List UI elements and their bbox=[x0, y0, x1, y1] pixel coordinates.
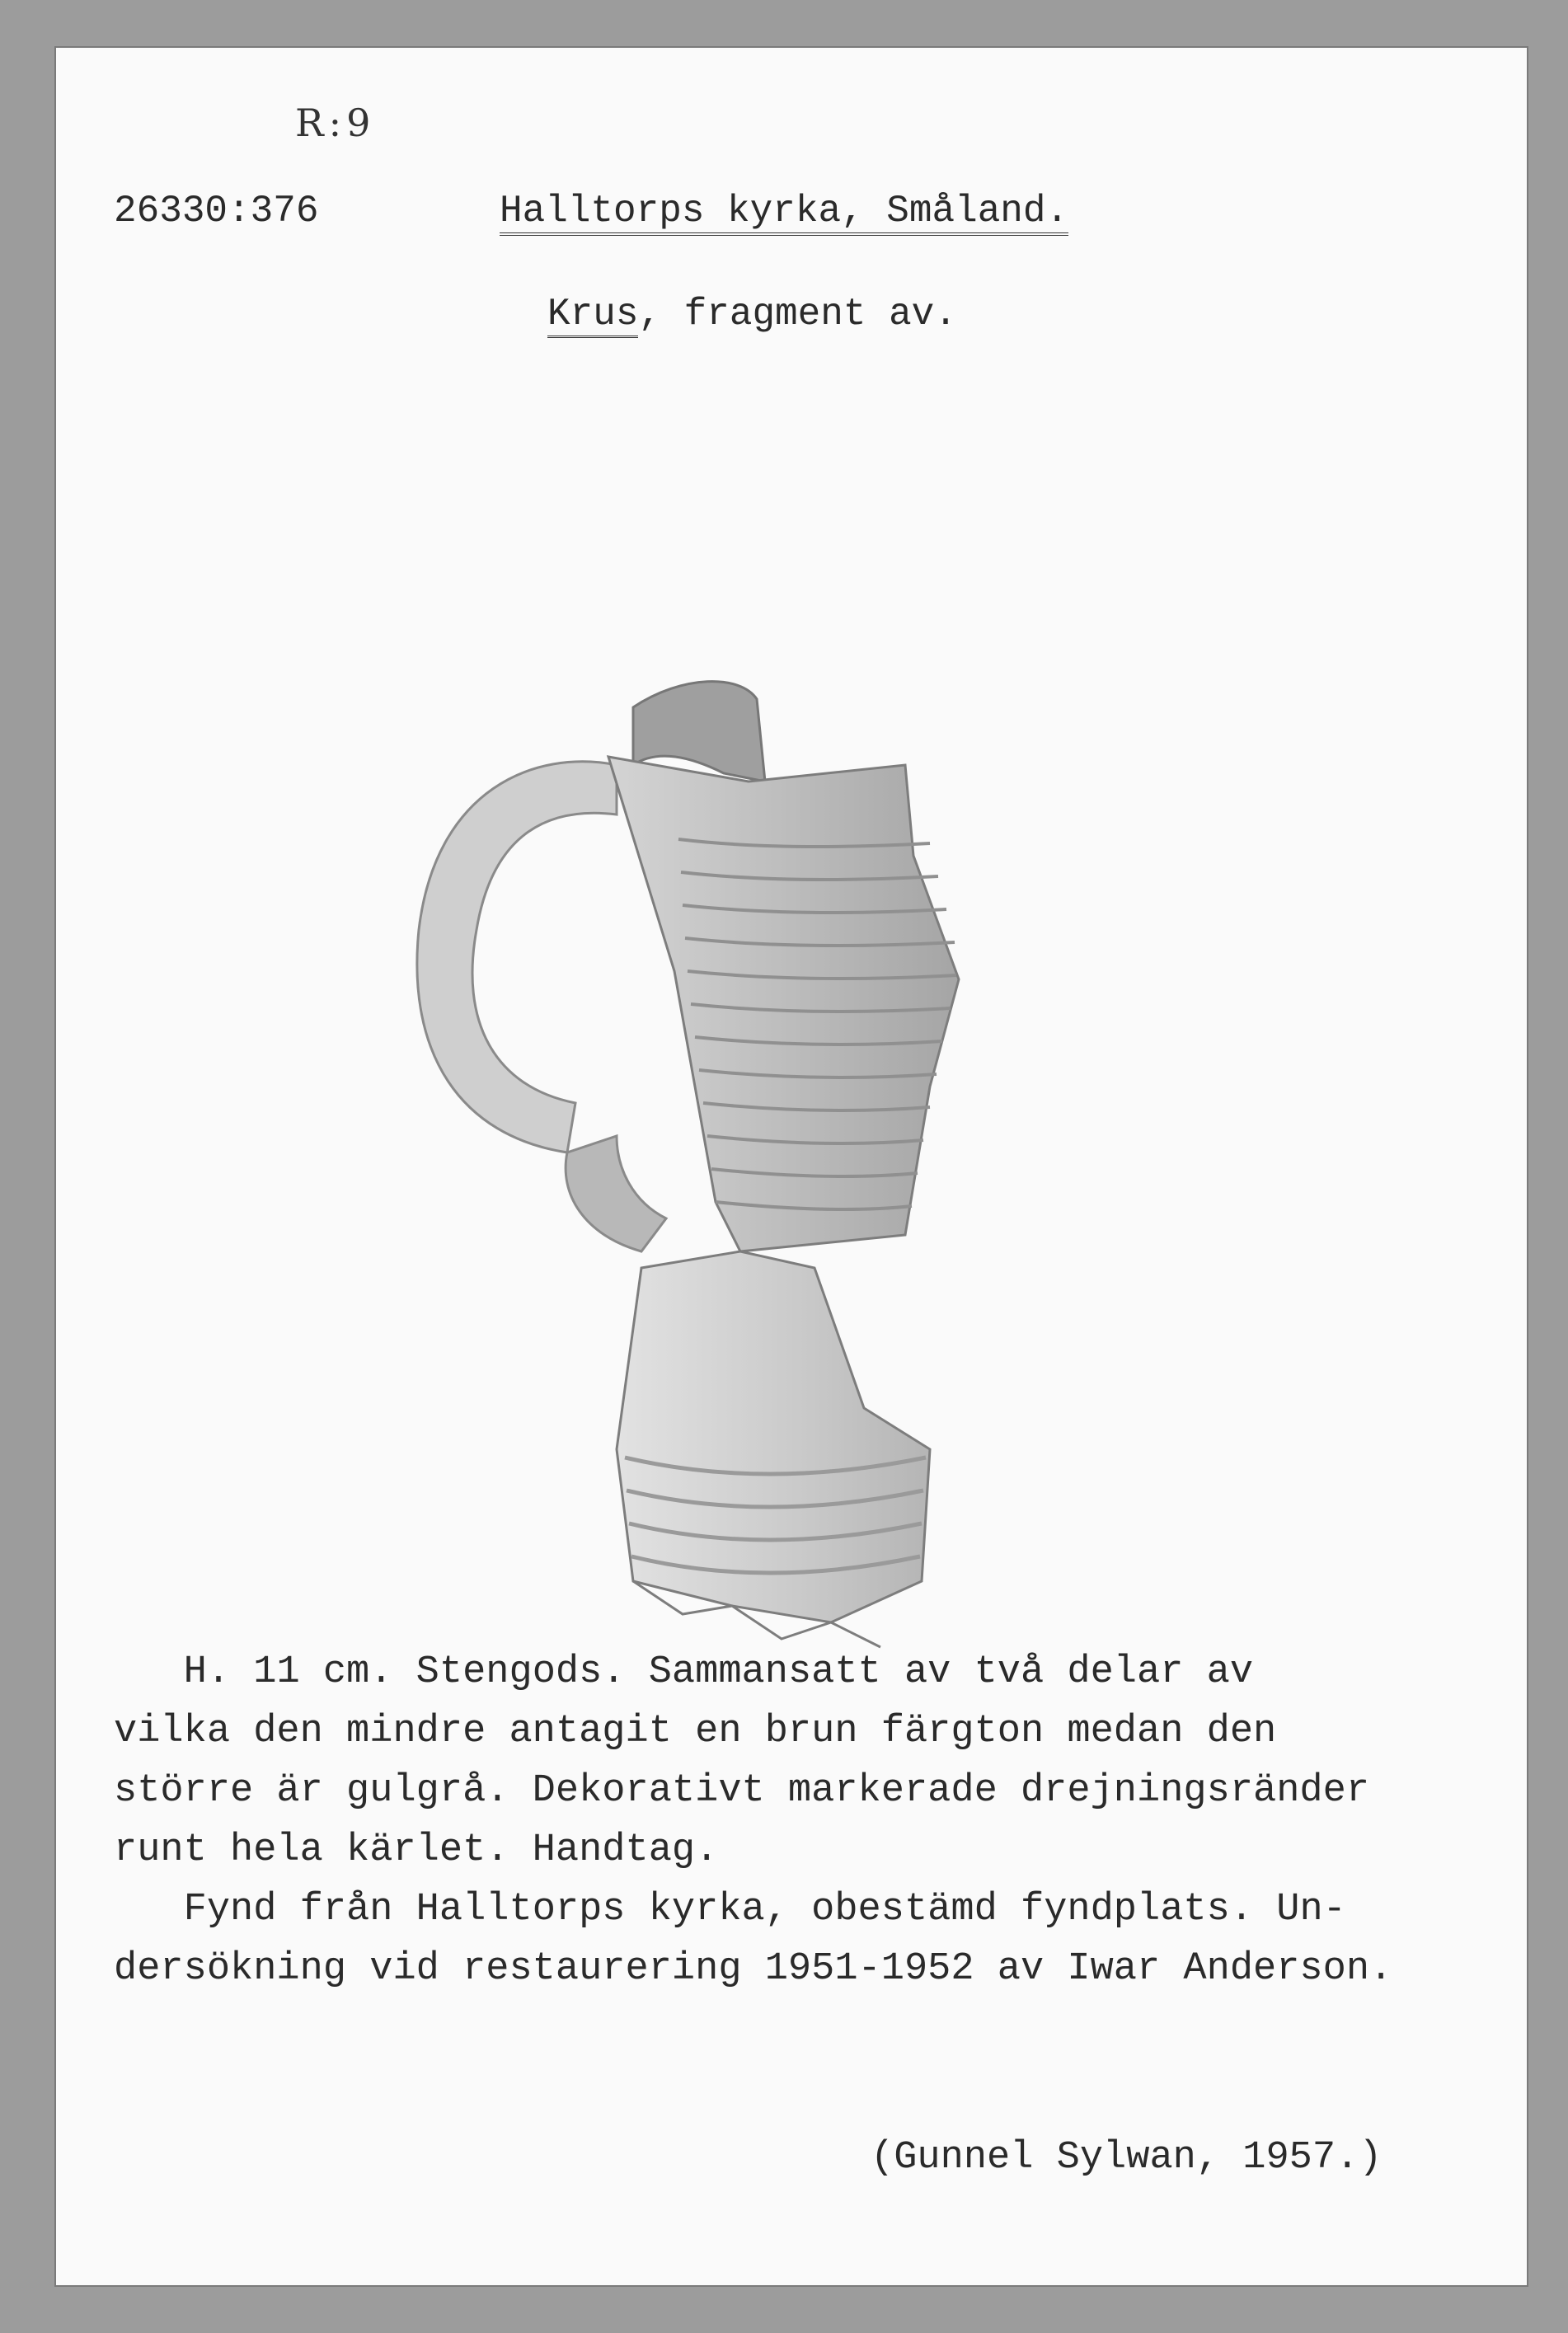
description-line: dersökning vid restaurering 1951-1952 av Iwar Anderson. bbox=[114, 1947, 1393, 1991]
object-line bbox=[547, 284, 957, 344]
description-line: runt hela kärlet. Handtag. bbox=[114, 1828, 719, 1872]
description-line: större är gulgrå. Dekorativt markerade drejningsränder bbox=[114, 1769, 1370, 1813]
description-line: vilka den mindre antagit en brun färgton medan den bbox=[114, 1710, 1277, 1753]
site-title bbox=[500, 181, 1068, 241]
description-line: H. 11 cm. Stengods. Sammansatt av två delar av bbox=[114, 1650, 1254, 1694]
catalog-card bbox=[56, 48, 1527, 2285]
site-title-text: Halltorps kyrka, Småland. bbox=[500, 190, 1068, 236]
description bbox=[114, 1643, 1548, 1999]
object-suffix: , fragment av. bbox=[638, 293, 957, 336]
description-line: Fynd från Halltorps kyrka, obestämd fyndplats. Un- bbox=[114, 1888, 1346, 1932]
signature: (Gunnel Sylwan, 1957.) bbox=[871, 2136, 1383, 2180]
object-name: Krus bbox=[547, 293, 638, 338]
jug-fragment-drawing bbox=[369, 625, 1045, 1680]
catalog-number: 26330:376 bbox=[114, 190, 319, 232]
handwritten-mark: R:9 bbox=[295, 101, 376, 145]
